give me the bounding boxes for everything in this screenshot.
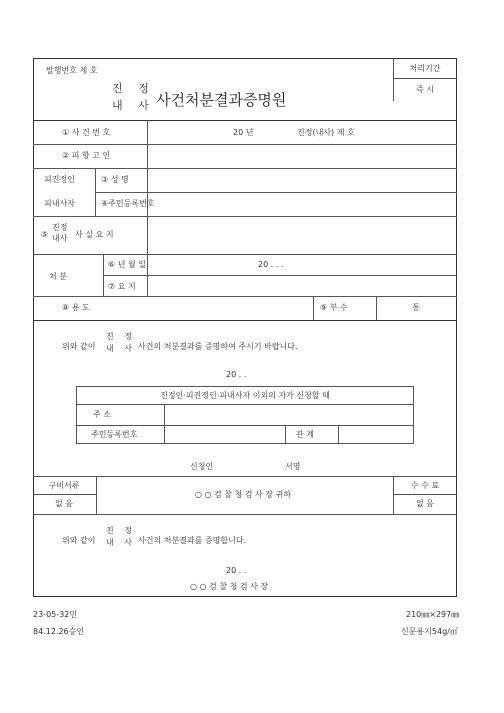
case-number-value: 진정(내사) 제 호 [297, 128, 355, 137]
respondent-label-1: 피진정인 [44, 175, 75, 184]
relation-label: 관 계 [296, 430, 314, 439]
paper-type: 신문용지54g/㎡ [401, 627, 458, 636]
row-line [33, 144, 457, 145]
copies-unit: 통 [412, 303, 420, 312]
request-stack-top: 진 정 [106, 332, 136, 341]
row-line [33, 168, 457, 169]
processing-period-label: 처리기간 [409, 64, 441, 73]
footer-col-2 [393, 476, 394, 514]
case-number-year: 20 년 [233, 128, 254, 137]
third-party-header: 진정인·피진정인·피내사자 이외의 자가 신청할 때 [160, 391, 330, 400]
summary-stack-bottom: 내사 [52, 234, 68, 243]
fee-value: 없 음 [416, 499, 434, 508]
form-number: 23-05-32민 [33, 610, 78, 619]
table-line [76, 404, 414, 405]
certificate-stack [106, 525, 136, 549]
address-label: 주 소 [93, 410, 111, 419]
form-frame [33, 58, 457, 597]
copies-label: ⑨ 부 수 [320, 303, 348, 312]
row-line [33, 254, 457, 255]
copies-col-divider-1 [313, 296, 314, 320]
certificate-issuer: ○ ○ 검 찰 청 검 사 장 [190, 582, 269, 591]
request-stack-bottom: 내 사 [106, 344, 136, 353]
title-stack [112, 80, 155, 114]
complainant-label: ② 피 항 고 인 [62, 151, 111, 160]
table-col [164, 404, 165, 444]
table-line [76, 425, 414, 426]
request-suffix: 사건의 처분결과를 증명하여 주시기 바랍니다. [138, 342, 298, 351]
table-col [338, 425, 339, 444]
id-number-label: ④주민등록번호 [101, 199, 155, 208]
name-label: ③ 성 명 [101, 175, 129, 184]
request-date: 20 . . [226, 370, 247, 379]
issue-number: 발행번호 제 호 [46, 66, 98, 75]
fee-label: 수 수 료 [410, 481, 440, 490]
applicant-label: 신청인 [190, 462, 214, 471]
footer-box-bottom [33, 514, 457, 515]
title-stack-bottom: 내 사 [112, 99, 155, 112]
gist-label: ⑦ 요 지 [108, 282, 136, 291]
date-label: ⑥ 년 월 일 [108, 260, 146, 269]
certificate-stack-bottom: 내 사 [106, 538, 136, 547]
case-number-label: ① 사 건 번 호 [62, 128, 111, 137]
header-divider [393, 58, 394, 101]
approval-date: 84.12.26승인 [33, 627, 85, 636]
required-docs-value: 없 음 [55, 499, 73, 508]
summary-label: 사 실 요 지 [75, 230, 114, 239]
disposal-label: 처 분 [49, 272, 67, 281]
document-title: 사건처분결과증명원 [156, 91, 287, 109]
footer-col-1 [96, 476, 97, 514]
summary-stack-top: 진정 [52, 223, 68, 232]
certificate-stack-top: 진 정 [106, 526, 136, 535]
certificate-suffix: 사건의 처분결과를 증명합니다. [138, 536, 247, 545]
title-stack-top: 진 정 [112, 82, 155, 95]
row-line [33, 216, 457, 217]
request-stack [106, 331, 136, 355]
purpose-label: ⑧ 용 도 [62, 303, 90, 312]
processing-period-value: 즉 시 [416, 85, 434, 94]
addressee: ○ ○ 검 찰 청 검 사 장 귀하 [194, 490, 292, 499]
signature-label: 서명 [285, 462, 301, 471]
third-party-id-label: 주민등록번호 [91, 430, 138, 439]
table-col [285, 425, 286, 444]
row-line [103, 275, 457, 276]
header-inner-line [393, 78, 457, 79]
footer-inner-line-left [33, 494, 96, 495]
request-prefix: 위와 같이 [62, 342, 96, 351]
footer-inner-line-right [393, 494, 457, 495]
respondent-label-2: 피내사자 [44, 199, 75, 208]
section-line [33, 320, 457, 321]
row-line [33, 296, 457, 297]
summary-number: ⑤ [41, 230, 49, 239]
date-value: 20 . . . [258, 260, 284, 269]
required-docs-label: 구비서류 [48, 481, 80, 490]
header-bottom-line [33, 120, 457, 121]
paper-size: 210㎜×297㎜ [406, 610, 460, 619]
certificate-date: 20 . . [226, 566, 247, 575]
summary-stack [52, 222, 67, 244]
row-line [95, 192, 457, 193]
certificate-prefix: 위와 같이 [62, 536, 96, 545]
copies-col-divider-2 [376, 296, 377, 320]
